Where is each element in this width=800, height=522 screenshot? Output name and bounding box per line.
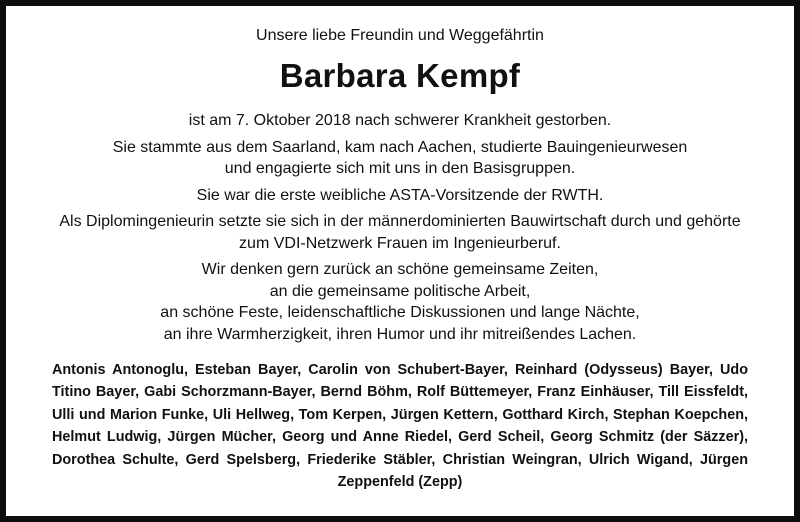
biography-career: Als Diplomingenieurin setzte sie sich in der männerdominierten Bauwirtschaft durch und gehörte zum VDI-Netzwerk Frauen im Ingenieurberuf. bbox=[59, 213, 741, 252]
mourners-list: Antonis Antonoglu, Esteban Bayer, Carolin von Schubert-Bayer, Reinhard (Odysseus) Bayer, Udo Titino Bayer, Gabi Schorzmann-Bayer, Bernd Böhm, Rolf Büttemeyer, Franz Einhäuser, Till Eissfeldt, Ulli und Marion Funke, Uli Hellweg, Tom Kerpen, Jürgen Kettern, Gotthard Kirch, Stephan Koepchen, Helmut Ludwig, Jürgen Mücher, Georg und Anne Riedel, Gerd Scheil, Georg Schmitz (der Säzzer), Dorothea Schulte, Gerd Spelsberg, Friederike Stäbler, Christian Weingran, Ulrich Wigand, Jürgen Zeppenfeld (Zepp) bbox=[52, 362, 748, 491]
remembrance-text: Wir denken gern zurück an schöne gemeinsame Zeiten, an die gemeinsame politische Arbeit, an schöne Feste, leidenschaftliche Diskussionen und lange Nächte, an ihre Warmherzigkeit, ihren Humor und ihr mitreißendes Lachen. bbox=[160, 261, 640, 343]
notice-body bbox=[46, 110, 754, 345]
notice-intro: Unsere liebe Freundin und Weggefährtin bbox=[256, 27, 544, 44]
biography-asta: Sie war die erste weibliche ASTA-Vorsitzende der RWTH. bbox=[196, 186, 604, 204]
death-statement: ist am 7. Oktober 2018 nach schwerer Krankheit gestorben. bbox=[188, 112, 612, 129]
biography-origin: Sie stammte aus dem Saarland, kam nach Aachen, studierte Bauingenieurwesen und engagierte sich mit uns in den Basisgruppen. bbox=[112, 138, 688, 177]
deceased-name: Barbara Kempf bbox=[279, 57, 521, 94]
